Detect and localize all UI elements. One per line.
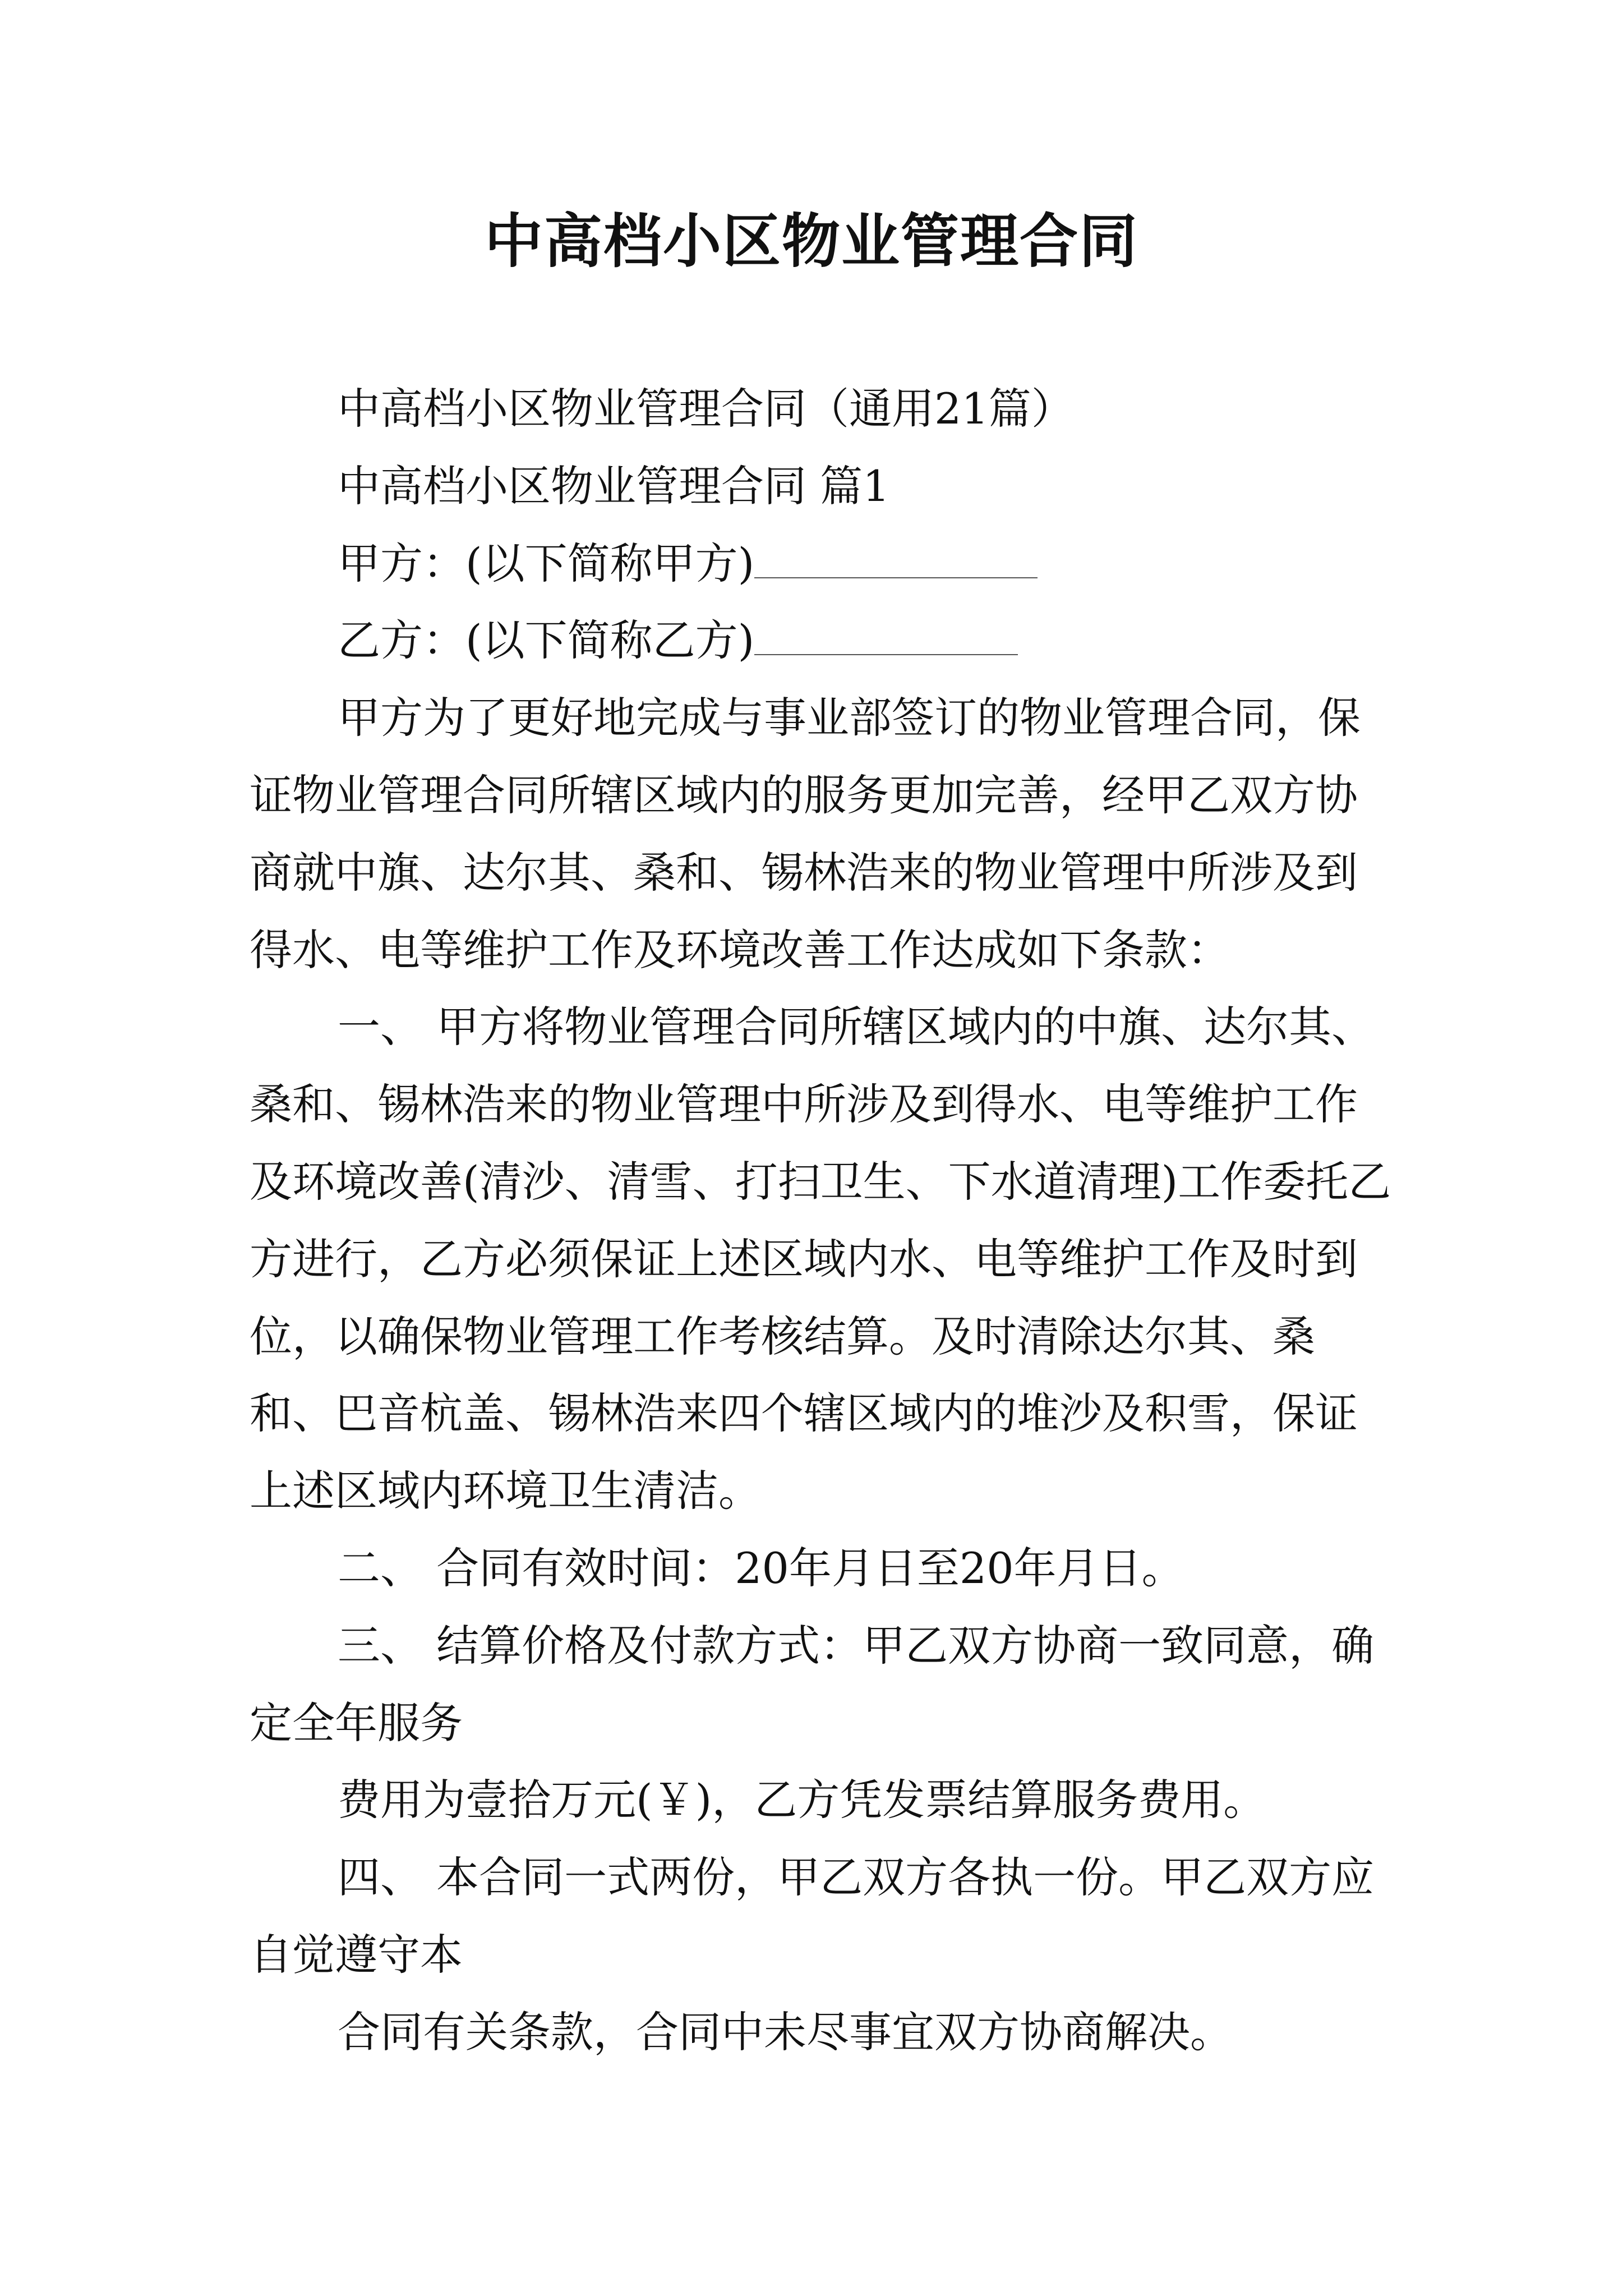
clause-3-line-1: 三、 结算价格及付款方式：甲乙双方协商一致同意，确定全年服务 [250, 1620, 1375, 1748]
party-a-label: 甲方：(以下简称甲方) [338, 538, 755, 588]
clause-4-line-2: 合同有关条款，合同中未尽事宜双方协商解决。 [338, 2007, 1233, 2057]
document-title: 中高档小区物业管理合同 [484, 207, 1138, 275]
party-a-blank [754, 538, 1038, 578]
party-a-line [250, 525, 1394, 602]
party-b-blank [754, 615, 1018, 655]
party-b-label: 乙方：(以下简称乙方) [338, 615, 755, 666]
document-subtitle: 中高档小区物业管理合同（通用21篇） [338, 384, 1074, 434]
intro-paragraph: 甲方为了更好地完成与事业部签订的物业管理合同，保证物业管理合同所辖区域内的服务更加完善，经甲乙双方协商就中旗、达尔其、桑和、锡林浩来的物业管理中所涉及到得水、电等维护工作及环境改善工作达成如下条款： [250, 693, 1361, 975]
clause-4-line-1: 四、 本合同一式两份，甲乙双方各执一份。甲乙双方应自觉遵守本 [250, 1852, 1375, 1980]
clause-3-line-2: 费用为壹拾万元(￥)，乙方凭发票结算服务费用。 [338, 1775, 1266, 1825]
clause-1: 一、 甲方将物业管理合同所辖区域内的中旗、达尔其、桑和、锡林浩来的物业管理中所涉及到得水、电等维护工作及环境改善(清沙、清雪、打扫卫生、下水道清理)工作委托乙方进行，乙方必须保证上述区域内水、电等维护工作及时到位，以确保物业管理工作考核结算。及时清除达尔其、桑和、巴音杭盖、锡林浩来四个辖区域内的堆沙及积雪，保证上述区域内环境卫生清洁。 [250, 1002, 1391, 1516]
document-body [250, 370, 1394, 2071]
section-heading: 中高档小区物业管理合同 篇1 [338, 461, 890, 511]
party-b-line [250, 602, 1394, 679]
clause-2: 二、 合同有效时间：20年月日至20年月日。 [338, 1543, 1184, 1593]
